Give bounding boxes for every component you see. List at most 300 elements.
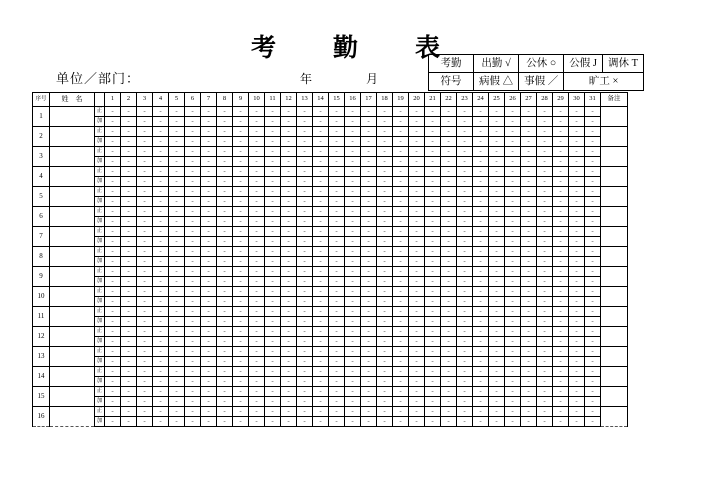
attendance-cell[interactable]: - (569, 237, 585, 247)
attendance-cell[interactable]: - (457, 297, 473, 307)
attendance-cell[interactable]: - (377, 107, 393, 117)
attendance-cell[interactable]: - (217, 367, 233, 377)
attendance-cell[interactable]: - (201, 197, 217, 207)
attendance-cell[interactable]: - (169, 407, 185, 417)
attendance-cell[interactable]: - (297, 357, 313, 367)
attendance-cell[interactable]: - (505, 287, 521, 297)
attendance-cell[interactable]: - (137, 107, 153, 117)
attendance-cell[interactable]: - (537, 337, 553, 347)
attendance-cell[interactable]: - (105, 367, 121, 377)
attendance-cell[interactable]: - (281, 287, 297, 297)
row-note-cell[interactable] (601, 367, 628, 387)
attendance-cell[interactable]: - (569, 407, 585, 417)
attendance-cell[interactable]: - (281, 317, 297, 327)
attendance-cell[interactable]: - (217, 387, 233, 397)
attendance-cell[interactable]: - (441, 277, 457, 287)
row-note-cell[interactable] (601, 167, 628, 187)
attendance-cell[interactable]: - (153, 317, 169, 327)
attendance-cell[interactable]: - (105, 417, 121, 427)
attendance-cell[interactable]: - (489, 407, 505, 417)
attendance-cell[interactable]: - (233, 227, 249, 237)
row-note-cell[interactable] (601, 407, 628, 427)
attendance-cell[interactable]: - (409, 367, 425, 377)
attendance-cell[interactable]: - (121, 387, 137, 397)
attendance-cell[interactable]: - (377, 117, 393, 127)
attendance-cell[interactable]: - (521, 217, 537, 227)
attendance-cell[interactable]: - (553, 127, 569, 137)
attendance-cell[interactable]: - (553, 137, 569, 147)
attendance-cell[interactable]: - (121, 237, 137, 247)
attendance-cell[interactable]: - (345, 217, 361, 227)
attendance-cell[interactable]: - (137, 167, 153, 177)
attendance-cell[interactable]: - (201, 147, 217, 157)
attendance-cell[interactable]: - (537, 117, 553, 127)
attendance-cell[interactable]: - (361, 147, 377, 157)
attendance-cell[interactable]: - (185, 187, 201, 197)
attendance-cell[interactable]: - (201, 397, 217, 407)
attendance-cell[interactable]: - (361, 207, 377, 217)
attendance-cell[interactable]: - (249, 227, 265, 237)
attendance-cell[interactable]: - (185, 407, 201, 417)
attendance-cell[interactable]: - (265, 117, 281, 127)
attendance-cell[interactable]: - (457, 187, 473, 197)
attendance-cell[interactable]: - (489, 337, 505, 347)
attendance-cell[interactable]: - (489, 327, 505, 337)
attendance-cell[interactable]: - (553, 177, 569, 187)
attendance-cell[interactable]: - (505, 387, 521, 397)
attendance-cell[interactable]: - (473, 197, 489, 207)
attendance-cell[interactable]: - (121, 147, 137, 157)
attendance-cell[interactable]: - (281, 157, 297, 167)
attendance-cell[interactable]: - (345, 367, 361, 377)
attendance-cell[interactable]: - (329, 277, 345, 287)
attendance-cell[interactable]: - (137, 207, 153, 217)
attendance-cell[interactable]: - (537, 387, 553, 397)
attendance-cell[interactable]: - (233, 287, 249, 297)
attendance-cell[interactable]: - (281, 297, 297, 307)
attendance-cell[interactable]: - (137, 407, 153, 417)
attendance-cell[interactable]: - (185, 327, 201, 337)
attendance-cell[interactable]: - (521, 327, 537, 337)
attendance-cell[interactable]: - (281, 357, 297, 367)
attendance-cell[interactable]: - (585, 407, 601, 417)
attendance-cell[interactable]: - (377, 187, 393, 197)
attendance-cell[interactable]: - (489, 417, 505, 427)
attendance-cell[interactable]: - (217, 117, 233, 127)
attendance-cell[interactable]: - (121, 207, 137, 217)
attendance-cell[interactable]: - (585, 417, 601, 427)
attendance-cell[interactable]: - (121, 367, 137, 377)
attendance-cell[interactable]: - (393, 347, 409, 357)
row-name-cell[interactable] (50, 367, 95, 387)
attendance-cell[interactable]: - (393, 117, 409, 127)
attendance-cell[interactable]: - (489, 147, 505, 157)
attendance-cell[interactable]: - (201, 347, 217, 357)
attendance-cell[interactable]: - (121, 297, 137, 307)
attendance-cell[interactable]: - (553, 387, 569, 397)
attendance-cell[interactable]: - (201, 117, 217, 127)
attendance-cell[interactable]: - (249, 287, 265, 297)
attendance-cell[interactable]: - (553, 407, 569, 417)
attendance-cell[interactable]: - (105, 217, 121, 227)
attendance-cell[interactable]: - (329, 107, 345, 117)
attendance-cell[interactable]: - (329, 307, 345, 317)
attendance-cell[interactable]: - (361, 327, 377, 337)
attendance-cell[interactable]: - (329, 137, 345, 147)
attendance-cell[interactable]: - (489, 387, 505, 397)
attendance-cell[interactable]: - (233, 347, 249, 357)
attendance-cell[interactable]: - (297, 257, 313, 267)
attendance-cell[interactable]: - (361, 417, 377, 427)
attendance-cell[interactable]: - (441, 167, 457, 177)
attendance-cell[interactable]: - (361, 197, 377, 207)
attendance-cell[interactable]: - (585, 107, 601, 117)
attendance-cell[interactable]: - (329, 207, 345, 217)
attendance-cell[interactable]: - (137, 267, 153, 277)
attendance-cell[interactable]: - (217, 257, 233, 267)
attendance-cell[interactable]: - (489, 127, 505, 137)
attendance-cell[interactable]: - (313, 257, 329, 267)
attendance-cell[interactable]: - (505, 307, 521, 317)
attendance-cell[interactable]: - (569, 217, 585, 227)
attendance-cell[interactable]: - (105, 257, 121, 267)
attendance-cell[interactable]: - (521, 207, 537, 217)
attendance-cell[interactable]: - (137, 337, 153, 347)
attendance-cell[interactable]: - (281, 137, 297, 147)
attendance-cell[interactable]: - (265, 127, 281, 137)
attendance-cell[interactable]: - (137, 247, 153, 257)
attendance-cell[interactable]: - (457, 287, 473, 297)
attendance-cell[interactable]: - (233, 387, 249, 397)
attendance-cell[interactable]: - (361, 217, 377, 227)
attendance-cell[interactable]: - (121, 157, 137, 167)
attendance-cell[interactable]: - (265, 177, 281, 187)
attendance-cell[interactable]: - (265, 227, 281, 237)
attendance-cell[interactable]: - (217, 247, 233, 257)
attendance-cell[interactable]: - (537, 197, 553, 207)
attendance-cell[interactable]: - (121, 317, 137, 327)
attendance-cell[interactable]: - (553, 107, 569, 117)
attendance-cell[interactable]: - (201, 207, 217, 217)
attendance-cell[interactable]: - (137, 257, 153, 267)
attendance-cell[interactable]: - (457, 247, 473, 257)
attendance-cell[interactable]: - (233, 307, 249, 317)
attendance-cell[interactable]: - (121, 127, 137, 137)
row-name-cell[interactable] (50, 107, 95, 127)
attendance-cell[interactable]: - (265, 357, 281, 367)
attendance-cell[interactable]: - (393, 407, 409, 417)
attendance-cell[interactable]: - (265, 387, 281, 397)
attendance-cell[interactable]: - (569, 187, 585, 197)
attendance-cell[interactable]: - (169, 237, 185, 247)
attendance-cell[interactable]: - (377, 367, 393, 377)
attendance-cell[interactable]: - (281, 117, 297, 127)
attendance-cell[interactable]: - (553, 297, 569, 307)
attendance-cell[interactable]: - (537, 367, 553, 377)
attendance-cell[interactable]: - (505, 317, 521, 327)
attendance-cell[interactable]: - (345, 207, 361, 217)
attendance-cell[interactable]: - (345, 237, 361, 247)
attendance-cell[interactable]: - (457, 367, 473, 377)
attendance-cell[interactable]: - (249, 207, 265, 217)
attendance-cell[interactable]: - (121, 247, 137, 257)
attendance-cell[interactable]: - (425, 177, 441, 187)
attendance-cell[interactable]: - (297, 237, 313, 247)
attendance-cell[interactable]: - (313, 247, 329, 257)
attendance-cell[interactable]: - (457, 377, 473, 387)
attendance-cell[interactable]: - (393, 257, 409, 267)
attendance-cell[interactable]: - (489, 377, 505, 387)
attendance-cell[interactable]: - (425, 117, 441, 127)
attendance-cell[interactable]: - (233, 167, 249, 177)
attendance-cell[interactable]: - (281, 187, 297, 197)
attendance-cell[interactable]: - (393, 357, 409, 367)
attendance-cell[interactable]: - (473, 257, 489, 267)
attendance-cell[interactable]: - (185, 347, 201, 357)
attendance-cell[interactable]: - (217, 297, 233, 307)
attendance-cell[interactable]: - (537, 217, 553, 227)
attendance-cell[interactable]: - (201, 217, 217, 227)
attendance-cell[interactable]: - (329, 417, 345, 427)
attendance-cell[interactable]: - (233, 257, 249, 267)
attendance-cell[interactable]: - (329, 337, 345, 347)
attendance-cell[interactable]: - (473, 217, 489, 227)
attendance-cell[interactable]: - (233, 277, 249, 287)
attendance-cell[interactable]: - (377, 337, 393, 347)
attendance-cell[interactable]: - (185, 227, 201, 237)
attendance-cell[interactable]: - (409, 297, 425, 307)
attendance-cell[interactable]: - (265, 257, 281, 267)
attendance-cell[interactable]: - (137, 357, 153, 367)
attendance-cell[interactable]: - (553, 117, 569, 127)
attendance-cell[interactable]: - (233, 377, 249, 387)
attendance-cell[interactable]: - (313, 327, 329, 337)
attendance-cell[interactable]: - (409, 277, 425, 287)
attendance-cell[interactable]: - (537, 397, 553, 407)
attendance-cell[interactable]: - (505, 347, 521, 357)
attendance-cell[interactable]: - (393, 377, 409, 387)
attendance-cell[interactable]: - (233, 207, 249, 217)
attendance-cell[interactable]: - (233, 157, 249, 167)
attendance-cell[interactable]: - (569, 267, 585, 277)
attendance-cell[interactable]: - (489, 307, 505, 317)
attendance-cell[interactable]: - (537, 157, 553, 167)
attendance-cell[interactable]: - (137, 377, 153, 387)
attendance-cell[interactable]: - (265, 137, 281, 147)
attendance-cell[interactable]: - (585, 147, 601, 157)
attendance-cell[interactable]: - (409, 157, 425, 167)
attendance-cell[interactable]: - (297, 217, 313, 227)
attendance-cell[interactable]: - (345, 417, 361, 427)
attendance-cell[interactable]: - (105, 207, 121, 217)
attendance-cell[interactable]: - (329, 347, 345, 357)
row-note-cell[interactable] (601, 127, 628, 147)
attendance-cell[interactable]: - (329, 197, 345, 207)
attendance-cell[interactable]: - (313, 187, 329, 197)
row-name-cell[interactable] (50, 187, 95, 207)
attendance-cell[interactable]: - (281, 247, 297, 257)
attendance-cell[interactable]: - (185, 377, 201, 387)
attendance-cell[interactable]: - (409, 417, 425, 427)
attendance-cell[interactable]: - (393, 137, 409, 147)
attendance-cell[interactable]: - (169, 347, 185, 357)
attendance-cell[interactable]: - (121, 227, 137, 237)
attendance-cell[interactable]: - (585, 247, 601, 257)
attendance-cell[interactable]: - (313, 237, 329, 247)
attendance-cell[interactable]: - (457, 217, 473, 227)
attendance-cell[interactable]: - (473, 277, 489, 287)
attendance-cell[interactable]: - (521, 107, 537, 117)
attendance-cell[interactable]: - (297, 117, 313, 127)
attendance-cell[interactable]: - (569, 387, 585, 397)
attendance-cell[interactable]: - (281, 217, 297, 227)
attendance-cell[interactable]: - (217, 167, 233, 177)
attendance-cell[interactable]: - (569, 147, 585, 157)
attendance-cell[interactable]: - (409, 127, 425, 137)
attendance-cell[interactable]: - (537, 177, 553, 187)
attendance-cell[interactable]: - (153, 107, 169, 117)
attendance-cell[interactable]: - (169, 357, 185, 367)
attendance-cell[interactable]: - (265, 167, 281, 177)
attendance-cell[interactable]: - (249, 187, 265, 197)
attendance-cell[interactable]: - (281, 397, 297, 407)
attendance-cell[interactable]: - (489, 277, 505, 287)
attendance-cell[interactable]: - (201, 107, 217, 117)
attendance-cell[interactable]: - (521, 267, 537, 277)
attendance-cell[interactable]: - (457, 227, 473, 237)
attendance-cell[interactable]: - (281, 107, 297, 117)
attendance-cell[interactable]: - (361, 157, 377, 167)
attendance-cell[interactable]: - (377, 377, 393, 387)
attendance-cell[interactable]: - (569, 337, 585, 347)
attendance-cell[interactable]: - (297, 137, 313, 147)
attendance-cell[interactable]: - (201, 187, 217, 197)
attendance-cell[interactable]: - (345, 357, 361, 367)
attendance-cell[interactable]: - (489, 207, 505, 217)
attendance-cell[interactable]: - (281, 417, 297, 427)
attendance-cell[interactable]: - (425, 167, 441, 177)
attendance-cell[interactable]: - (537, 237, 553, 247)
attendance-cell[interactable]: - (409, 407, 425, 417)
attendance-cell[interactable]: - (249, 367, 265, 377)
attendance-cell[interactable]: - (361, 287, 377, 297)
attendance-cell[interactable]: - (297, 297, 313, 307)
attendance-cell[interactable]: - (297, 407, 313, 417)
attendance-cell[interactable]: - (169, 287, 185, 297)
attendance-cell[interactable]: - (345, 307, 361, 317)
attendance-cell[interactable]: - (425, 297, 441, 307)
attendance-cell[interactable]: - (137, 317, 153, 327)
row-name-cell[interactable] (50, 207, 95, 227)
attendance-cell[interactable]: - (537, 227, 553, 237)
attendance-cell[interactable]: - (377, 307, 393, 317)
attendance-cell[interactable]: - (553, 157, 569, 167)
attendance-cell[interactable]: - (393, 107, 409, 117)
row-note-cell[interactable] (601, 287, 628, 307)
attendance-cell[interactable]: - (473, 207, 489, 217)
attendance-cell[interactable]: - (313, 417, 329, 427)
attendance-cell[interactable]: - (537, 317, 553, 327)
attendance-cell[interactable]: - (137, 307, 153, 317)
attendance-cell[interactable]: - (329, 397, 345, 407)
attendance-cell[interactable]: - (313, 397, 329, 407)
attendance-cell[interactable]: - (409, 227, 425, 237)
attendance-cell[interactable]: - (217, 227, 233, 237)
attendance-cell[interactable]: - (329, 377, 345, 387)
attendance-cell[interactable]: - (393, 177, 409, 187)
attendance-cell[interactable]: - (361, 167, 377, 177)
attendance-cell[interactable]: - (521, 227, 537, 237)
attendance-cell[interactable]: - (217, 107, 233, 117)
attendance-cell[interactable]: - (329, 117, 345, 127)
attendance-cell[interactable]: - (201, 287, 217, 297)
attendance-cell[interactable]: - (137, 187, 153, 197)
attendance-cell[interactable]: - (489, 247, 505, 257)
attendance-cell[interactable]: - (137, 347, 153, 357)
attendance-cell[interactable]: - (217, 377, 233, 387)
attendance-cell[interactable]: - (345, 117, 361, 127)
attendance-cell[interactable]: - (217, 357, 233, 367)
attendance-cell[interactable]: - (169, 127, 185, 137)
attendance-cell[interactable]: - (393, 277, 409, 287)
attendance-cell[interactable]: - (201, 377, 217, 387)
attendance-cell[interactable]: - (505, 277, 521, 287)
attendance-cell[interactable]: - (313, 147, 329, 157)
attendance-cell[interactable]: - (281, 167, 297, 177)
attendance-cell[interactable]: - (409, 267, 425, 277)
attendance-cell[interactable]: - (521, 347, 537, 357)
attendance-cell[interactable]: - (521, 407, 537, 417)
attendance-cell[interactable]: - (297, 367, 313, 377)
attendance-cell[interactable]: - (505, 407, 521, 417)
attendance-cell[interactable]: - (505, 247, 521, 257)
attendance-cell[interactable]: - (137, 367, 153, 377)
attendance-cell[interactable]: - (441, 197, 457, 207)
attendance-cell[interactable]: - (569, 157, 585, 167)
attendance-cell[interactable]: - (457, 117, 473, 127)
attendance-cell[interactable]: - (537, 167, 553, 177)
attendance-cell[interactable]: - (537, 187, 553, 197)
attendance-cell[interactable]: - (377, 327, 393, 337)
attendance-cell[interactable]: - (233, 137, 249, 147)
attendance-cell[interactable]: - (153, 277, 169, 287)
attendance-cell[interactable]: - (297, 187, 313, 197)
attendance-cell[interactable]: - (377, 287, 393, 297)
attendance-cell[interactable]: - (473, 107, 489, 117)
attendance-cell[interactable]: - (425, 197, 441, 207)
attendance-cell[interactable]: - (137, 327, 153, 337)
attendance-cell[interactable]: - (153, 407, 169, 417)
attendance-cell[interactable]: - (105, 237, 121, 247)
attendance-cell[interactable]: - (585, 157, 601, 167)
attendance-cell[interactable]: - (265, 337, 281, 347)
attendance-cell[interactable]: - (217, 177, 233, 187)
attendance-cell[interactable]: - (153, 287, 169, 297)
attendance-cell[interactable]: - (537, 297, 553, 307)
attendance-cell[interactable]: - (249, 337, 265, 347)
attendance-cell[interactable]: - (457, 127, 473, 137)
attendance-cell[interactable]: - (217, 187, 233, 197)
attendance-cell[interactable]: - (105, 347, 121, 357)
attendance-cell[interactable]: - (329, 217, 345, 227)
attendance-cell[interactable]: - (169, 337, 185, 347)
attendance-cell[interactable]: - (441, 177, 457, 187)
attendance-cell[interactable]: - (505, 177, 521, 187)
attendance-cell[interactable]: - (281, 347, 297, 357)
attendance-cell[interactable]: - (569, 197, 585, 207)
attendance-cell[interactable]: - (185, 137, 201, 147)
attendance-cell[interactable]: - (105, 107, 121, 117)
